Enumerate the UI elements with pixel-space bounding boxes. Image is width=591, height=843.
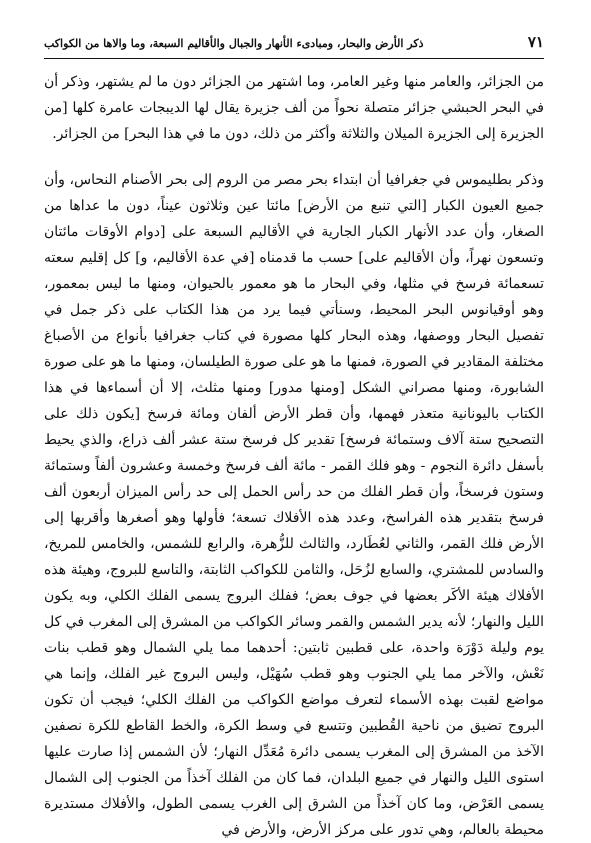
- paragraph-1: من الجزائر، والعامر منها وغير العامر، وما اشتهر من الجزائر دون ما لم يشتهر، وذكر أن في البحر الحبشي جزائر متصلة نحواً من ألف جزيرة يقال لها الديبجات عامرة كلها [من الجزيرة إلى الجزيرة الميلان والثلاثة وأكثر من ذلك، دون ما في هذا البحر] من الجزائر.: [44, 74, 544, 142]
- page-number: ٧١: [527, 34, 544, 51]
- paragraph-2: وذكر بطليموس في جغرافيا أن ابتداء بحر مصر من الروم إلى بحر الأصنام النحاس، وأن جميع العيون الكبار [التي تنبع من الأرض] مائتا عين وثلاثون عيناً، دون ما عداها من الصغار، وأن عدد الأنهار الكبار الجارية في الأقاليم السبعة على [دوام الأوقات مائتان وتسعون نهراً، وأن الأقاليم على] حسب ما قدمناه [في عدة الأقاليم، و] كل إقليم سعته تسعمائة فرسخ في مثلها، وفي البحار ما هو معمور بالحيوان، ومنها ما ليس بمعمور، وهو أوقيانوس البحر المحيط، وسنأتي فيما يرد من هذا الكتاب على ذكر جمل في تفصيل البحار ووصفها، وهذه البحار كلها مصورة في كتاب جغرافيا بأنواع من الأصباغ مختلفة المقادير في الصورة، فمنها ما هو على صورة الطيلسان، ومنها ما هو على صورة الشابورة، ومنها مصراني الشكل [ومنها مدور] ومنها مثلث، إلا أن أسماءها في هذا الكتاب باليونانية متعذر فهمها، وأن قطر الأرض ألفان ومائة فرسخ [يكون ذلك على التصحيح ستة آلاف وستمائة فرسخ] تقدير كل فرسخ ستة عشر ألف ذراع، والذي يحيط بأسفل دائرة النجوم - وهو فلك القمر - مائة ألف فرسخ وخمسة وعشرون ألفاً وستمائة وستون فرسخاً، وأن قطر الفلك من حد رأس الحمل إلى حد رأس الميزان أربعون ألف فرسخ بتقدير هذه الفراسخ، وعدد هذه الأفلاك تسعة؛ فأولها وهو أصغرها وأقربها إلى الأرض فلك القمر، والثاني لعُطَارد، والثالث للزُّهرة، والرابع للشمس، والخامس للمريخ، والسادس للمشتري، والسابع لزُحَل، والثامن للكواكب الثابتة، والتاسع للبروج، وهيئة هذه الأفلاك هيئة الأكَر بعضها في جوف بعض؛ ففلك البروج يسمى الفلك الكلي، وبه يكون الليل والنهار؛ لأنه يدير الشمس والقمر وسائر الكواكب من المشرق إلى المغرب في كل يوم وليلة دَوْرَة واحدة، على قطبين ثابتين: أحدهما مما يلي الشمال وهو قطب بنات نَعْش، والآخر مما يلي الجنوب وهو قطب سُهَيْل، وليس البروج غير الفلك، وإنما هي مواضع لقبت بهذه الأسماء لتعرف مواضع الكواكب من الفلك الكلي؛ فيجب أن تكون البروج تضيق من ناحية القُطبين وتتسع في وسط الكرة، والخط القاطع للكرة نصفين الآخذ من المشرق إلى المغرب يسمى دائرة مُعَدِّل النهار؛ لأن الشمس إذا صارت عليها استوى الليل والنهار في جميع البلدان، فما كان من الفلك آخذاً من الجنوب إلى الشمال يسمى العَرْض، وما كان آخذاً من الشرق إلى الغرب يسمى الطول، والأفلاك مستديرة محيطة بالعالم، وهي تدور على مركز الأرض، والأرض في: [44, 172, 545, 838]
- running-header-title: ذكر الأرض والبحار، ومبادىء الأنهار والجبال والأقاليم السبعة، وما والاها من الكواكب: [44, 37, 424, 50]
- running-header: [44, 34, 544, 59]
